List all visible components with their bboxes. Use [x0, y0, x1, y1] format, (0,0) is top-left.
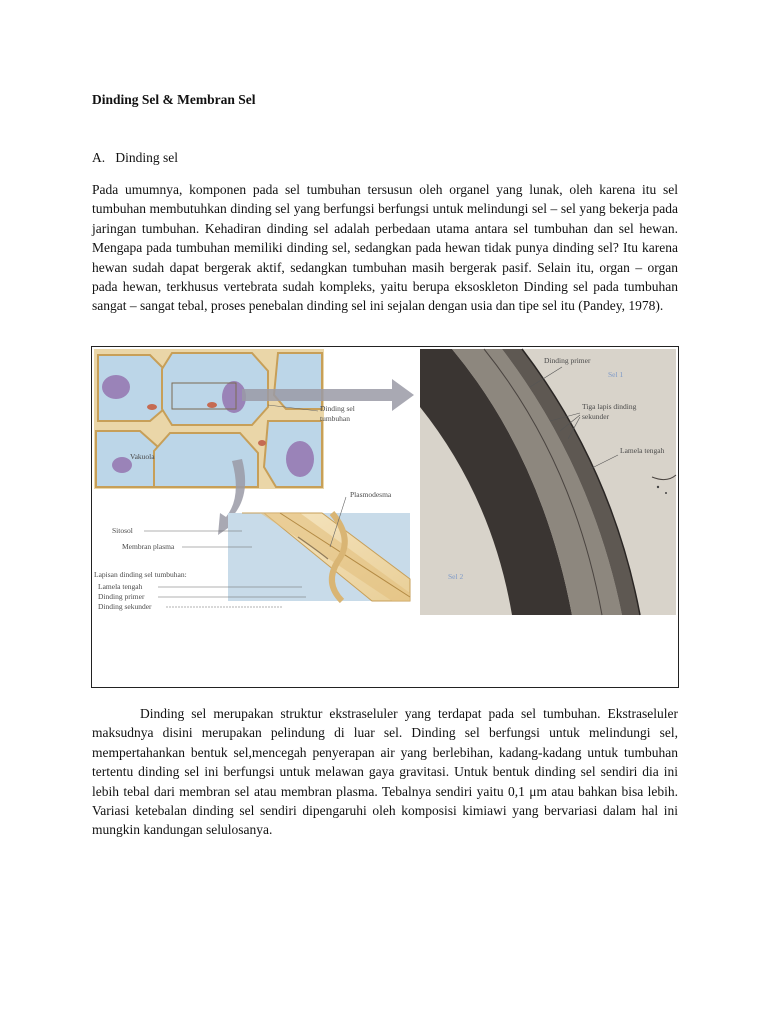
- label-dinding-primer-right: Dinding primer: [544, 356, 591, 365]
- label-lamela-tengah-left: Lamela tengah: [98, 582, 143, 591]
- wall-detail-diagram: [228, 513, 410, 601]
- label-tumbuhan: tumbuhan: [320, 414, 350, 423]
- cell-wall-figure: [91, 346, 679, 688]
- tissue-diagram: [94, 349, 324, 489]
- label-vakuola: Vakuola: [130, 452, 155, 461]
- paragraph-intro: Pada umumnya, komponen pada sel tumbuhan tersusun oleh organel yang lunak, oleh karena itu sel tumbuhan membutuhkan dinding sel yang berfungsi berfungsi untuk melindungi sel – sel yang bekerja pada jaringan tumbuhan. Kehadiran dinding sel adalah perbedaan utama antara sel tumbuhan dan sel hewan. Mengapa pada tumbuhan memiliki dinding sel, sedangkan pada hewan tidak punya dinding sel? Itu karena hewan sudah dapat bergerak aktif, sedangkan tumbuhan masih bergerak pasif. Selain itu, organ – organ pada hewan, terkhusus vertebrata sudah kompleks, yaitu berupa eksoskleton Dinding sel pada tumbuhan sangat – sangat tebal, proses penebalan dinding sel ini sejalan dengan usia dan tipe sel itu (Pandey, 1978).: [92, 182, 678, 314]
- label-sel-2: Sel 2: [448, 572, 464, 581]
- label-dinding-primer-left: Dinding primer: [98, 592, 145, 601]
- section-heading: [92, 150, 178, 166]
- label-sitosol: Sitosol: [112, 526, 133, 535]
- label-membran-plasma: Membran plasma: [122, 542, 175, 551]
- label-dinding-sel: Dinding sel: [320, 404, 355, 413]
- paragraph-definition: Dinding sel merupakan struktur ekstraseluler yang terdapat pada sel tumbuhan. Ekstraseluler maksudnya disini merupakan pelindung di luar sel. Dinding sel berfungsi untuk melindungi sel, mempertahankan bentuk sel,mencegah penyerapan air yang berlebihan, kadang-kadang untuk tumbuhan tertentu dinding sel ini berfungsi untuk melawan gaya gravitasi. Untuk bentuk dinding sel sendiri dia ini lebih tebal dari membran sel atau membran plasma. Tebalnya sendiri yaitu 0,1 μm atau bahkan bisa lebih. Variasi ketebalan dinding sel sendiri dipengaruhi oleh komposisi kimiawi yang bervariasi dalam hal ini mungkin kandungan selulosanya.: [92, 706, 678, 838]
- cell-wall-illustration: [92, 347, 678, 687]
- label-lapisan: Lapisan dinding sel tumbuhan:: [94, 570, 187, 579]
- section-number: A.: [92, 150, 106, 165]
- label-plasmodesma: Plasmodesma: [350, 490, 392, 499]
- label-dinding-sekunder-left: Dinding sekunder: [98, 602, 152, 611]
- label-sel-1: Sel 1: [608, 370, 624, 379]
- section-title: Dinding sel: [115, 150, 178, 165]
- label-tiga-lapis-1: Tiga lapis dinding: [582, 402, 637, 411]
- document-title: Dinding Sel & Membran Sel: [92, 92, 256, 107]
- label-tiga-lapis-2: sekunder: [582, 412, 610, 421]
- label-lamela-tengah-right: Lamela tengah: [620, 446, 665, 455]
